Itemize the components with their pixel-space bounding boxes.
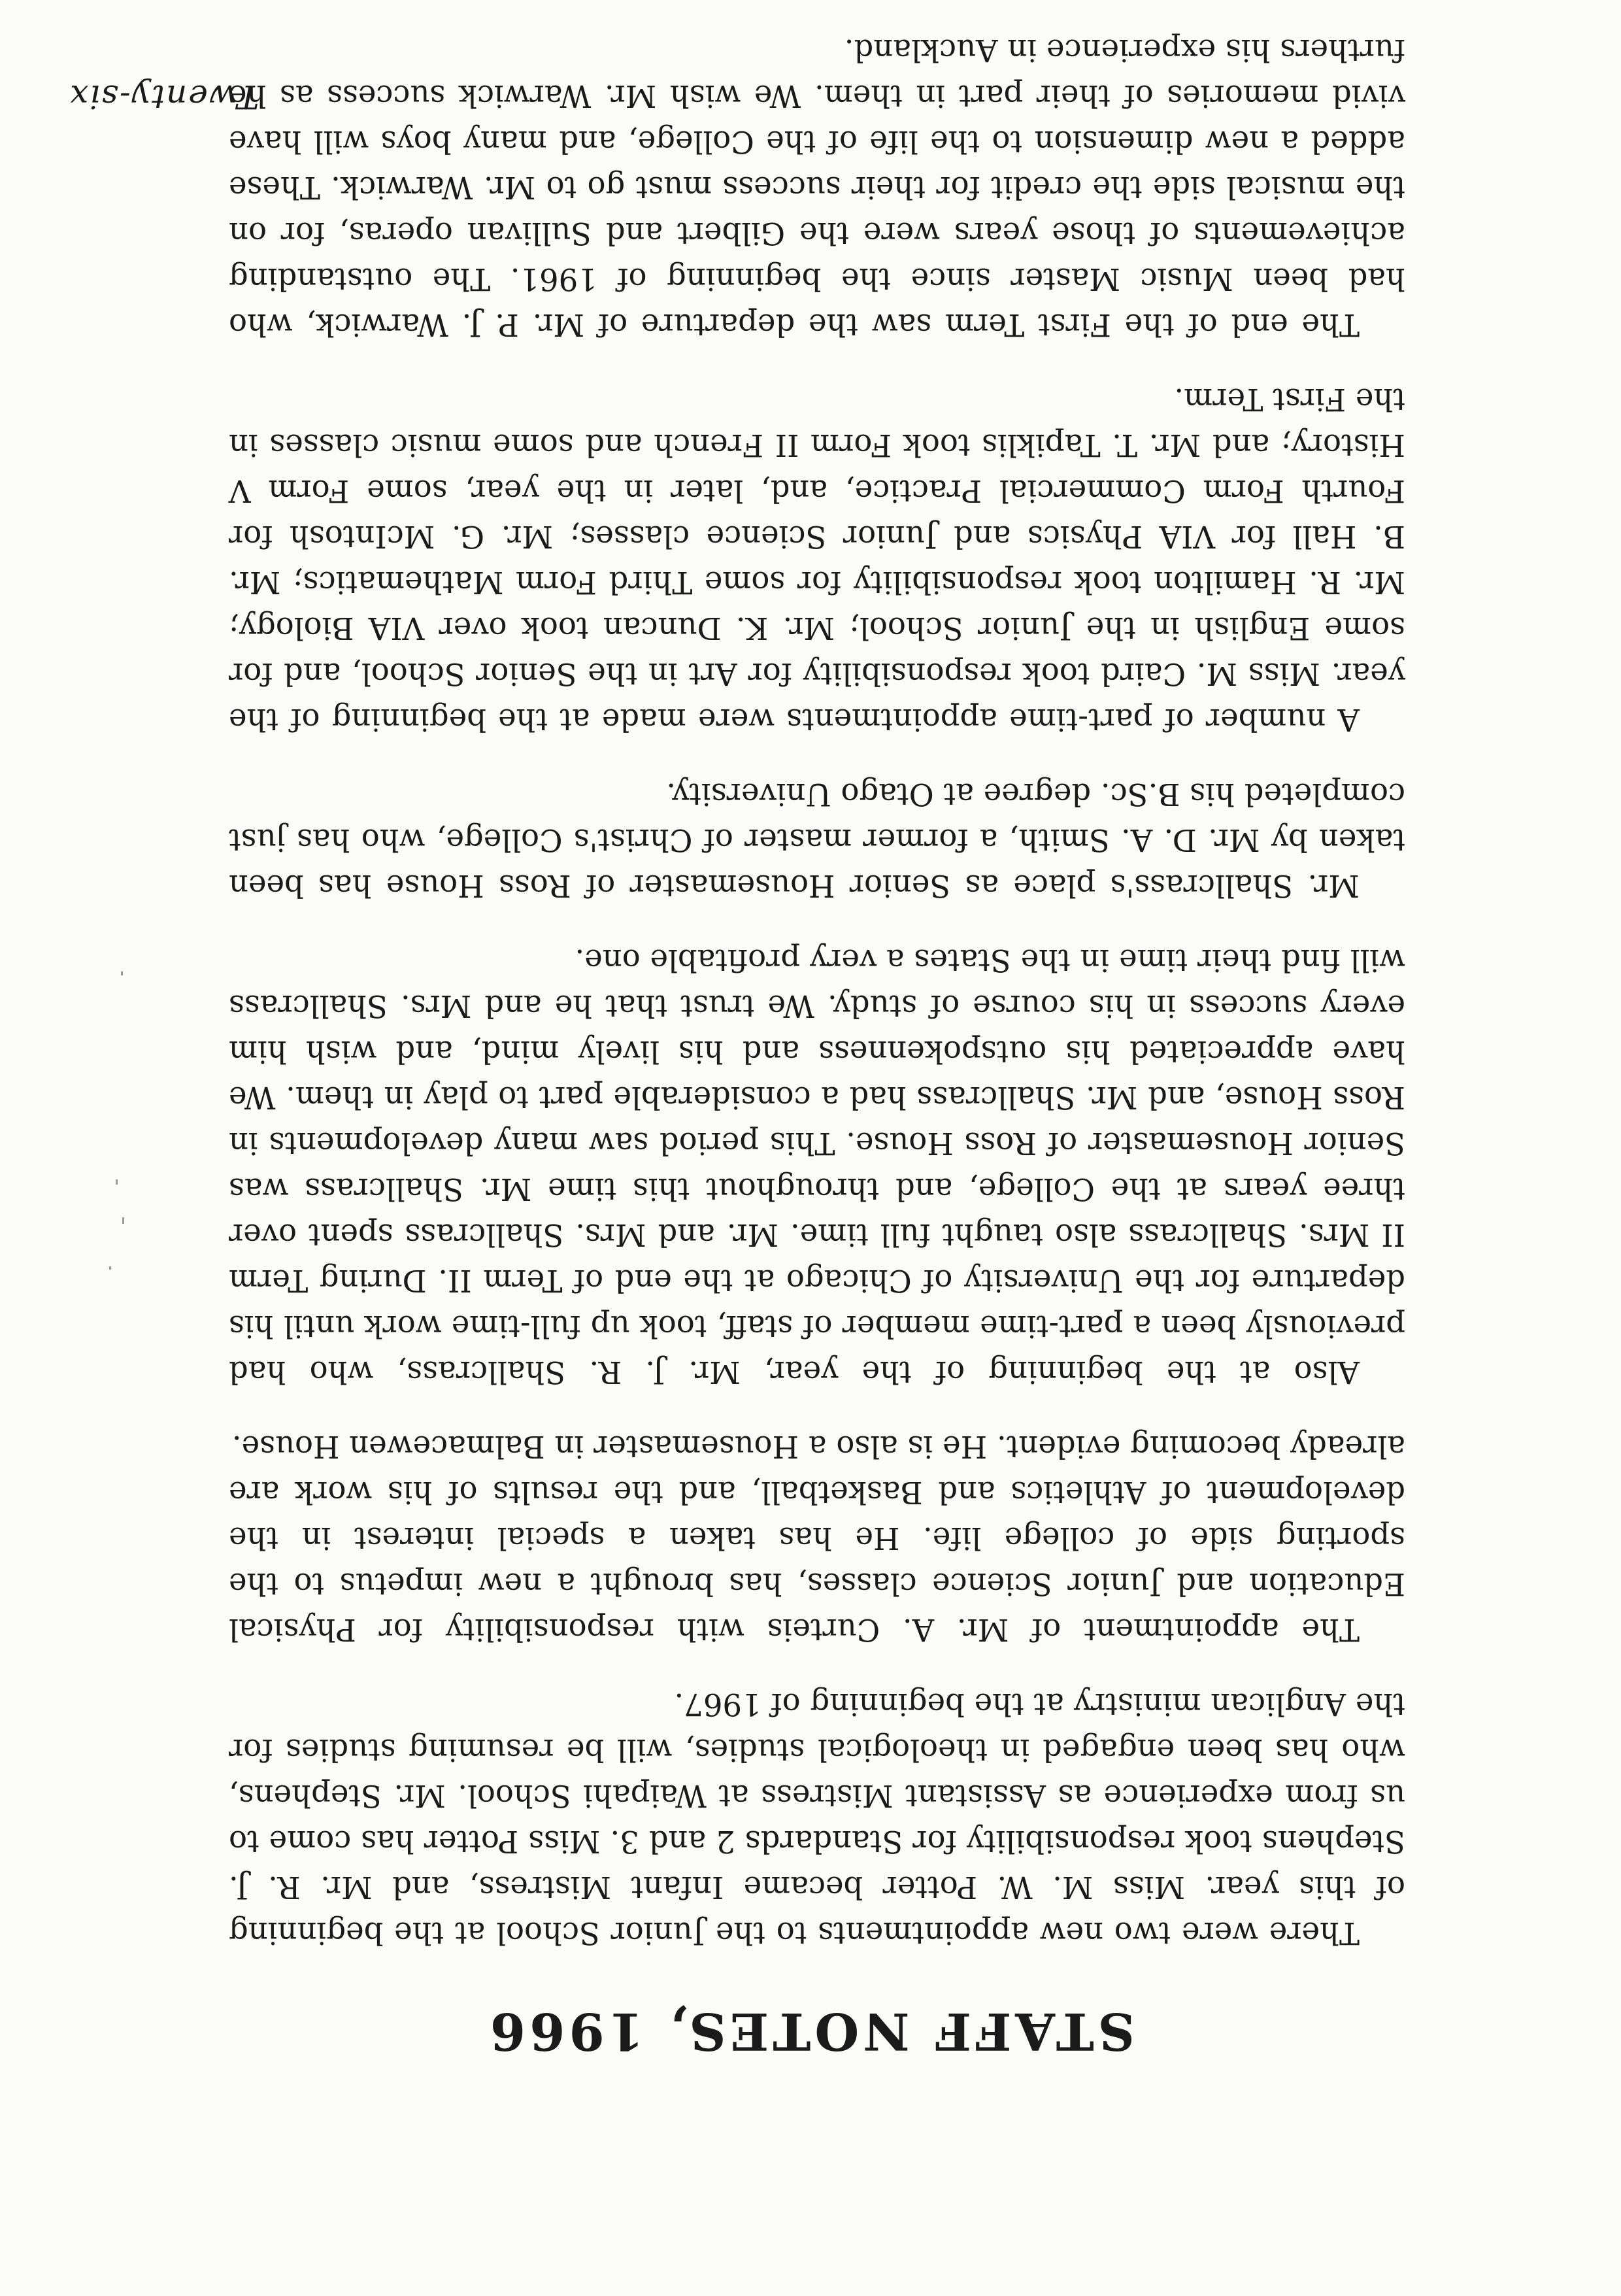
scan-speck [121,971,123,975]
scan-speck [116,1179,118,1185]
paragraph: The appointment of Mr. A. Curteis with responsibility for Physical Education and Junior Science classes, has brought a new impetus to the sporting side of college life. He has taken a special interest in the development of Athletics and Basketball, and the results of his work are already becoming evident. He is also a Housemaster in Balmacewen House. [229,1429,1405,1647]
scan-speck [122,1217,124,1224]
paragraph: Also at the beginning of the year, Mr. J. R. Shallcrass, who had previously been a part-time member of staff, took up full-time work until his departure for the University of Chicago at the end of Term II. During Term II Mrs. Shallcrass also taught full time. Mr. and Mrs. Shallcrass spent over three years at the College, and throughout this time Mr. Shallcrass was Senior Housemaster of Ross House. This period saw many developments in Ross House, and Mr. Shallcrass had a considerable part to play in them. We have appreciated his outspokenness and his lively mind, and wish him every success in his course of study. We trust that he and Mrs. Shallcrass will find their time in the States a very profitable one. [229,943,1405,1390]
paragraph: There were two new appointments to the Junior School at the beginning of this year. Miss M. W. Potter became Infant Mistress, and Mr. R. J. Stephens took responsibility for Standards 2 and 3. Miss Potter has come to us from experience as Assistant Mistress at Waipahi School. Mr. Stephens, who has been engaged in theological studies, will be resuming studies for the Anglican ministry at the beginning of 1967. [229,1687,1405,1951]
scan-speck [109,1266,111,1270]
paragraph: The end of the First Term saw the departure of Mr. P. J. Warwick, who had been Music Master since the beginning of 1961. The outstanding achievements of those years were the Gilbert and Sullivan operas, for on the musical side the credit for their success must go to Mr. Warwick. These added a new dimension to the life of the College, and many boys will have vivid memories of their part in them. We wish Mr. Warwick success as he furthers his experience in Auckland. [229,33,1405,343]
page-title: STAFF NOTES, 1966 [486,2001,1135,2061]
body-text [229,0,1405,1956]
paragraph: Mr. Shallcrass's place as Senior Housemaster of Ross House has been taken by Mr. D. A. Smith, a former master of Christ's College, who has just completed his B.Sc. degree at Otago University. [229,777,1405,903]
paragraph: A number of part-time appointments were made at the beginning of the year. Miss M. Caird took responsibility for Art in the Senior School, and for some English in the Junior School; Mr. K. Duncan took over VIA Biology; Mr. R. Hamilton took responsibility for some Third Form Mathematics; Mr. B. Hall for VIA Physics and Junior Science classes; Mr. G. McIntosh for Fourth Form Commercial Practice, and, later in the year, some Form V History; and Mr. T. Tapiklis took Form II French and some music classes in the First Term. [229,382,1405,737]
page-number: Twenty-six [69,78,259,116]
